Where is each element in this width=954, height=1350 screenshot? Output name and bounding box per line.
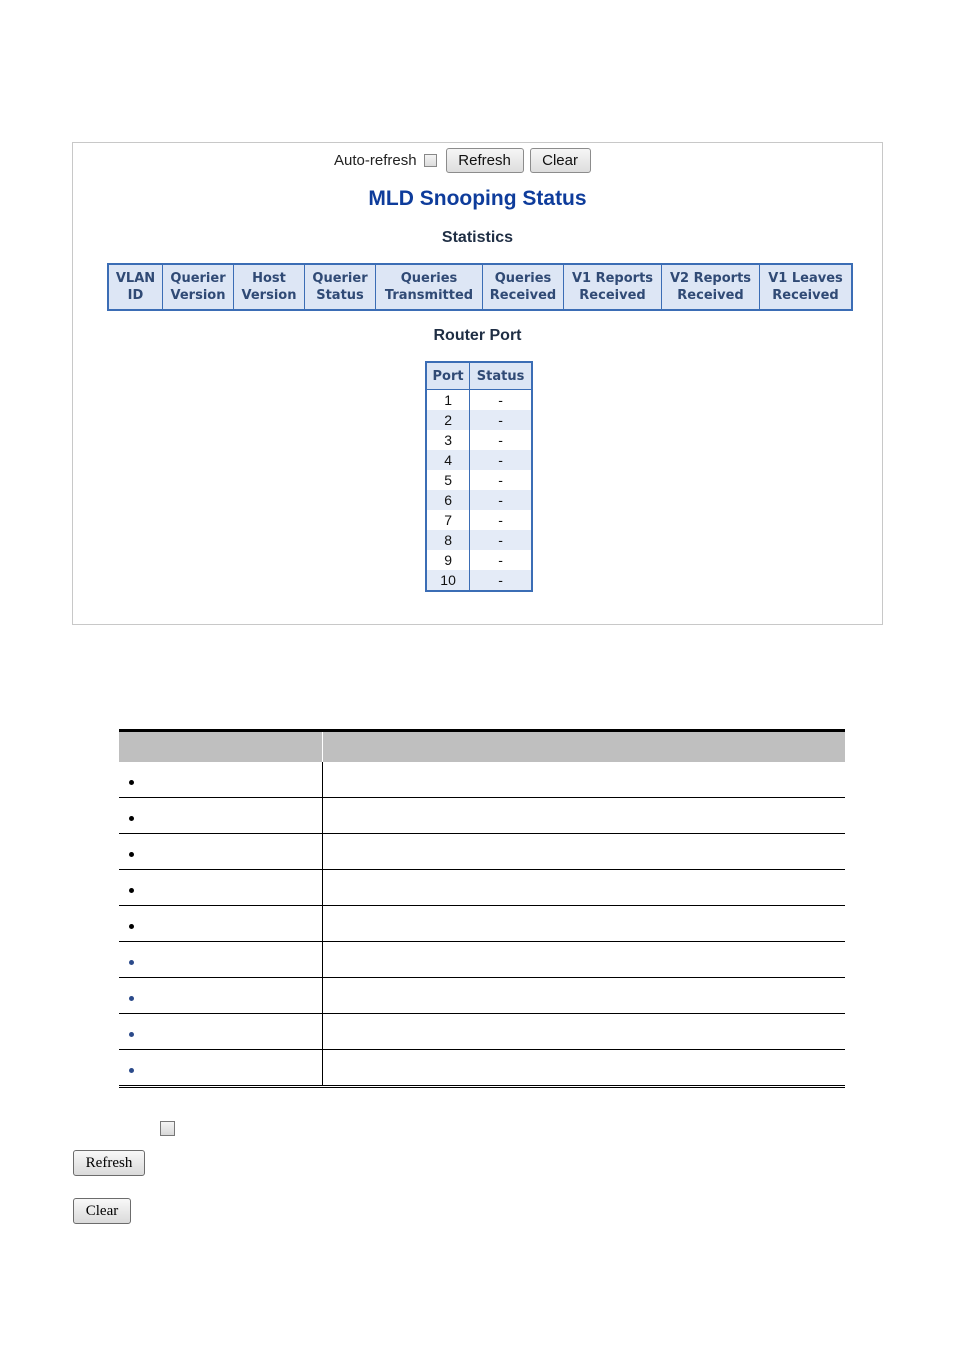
- object-cell: [119, 942, 323, 978]
- table-row: [426, 470, 532, 490]
- description-cell: [323, 942, 846, 978]
- object-cell: [119, 1050, 323, 1087]
- description-header-row: [119, 731, 845, 763]
- col-label: Version: [241, 288, 297, 303]
- col-label: Version: [170, 288, 226, 303]
- col-label: VLAN: [115, 271, 156, 286]
- table-row: [426, 410, 532, 430]
- bullet-icon: [129, 960, 134, 965]
- port-cell: 9: [426, 550, 470, 570]
- bullet-icon: [129, 1068, 134, 1073]
- clear-button[interactable]: Clear: [530, 148, 591, 173]
- bullet-icon: [129, 888, 134, 893]
- port-cell: 2: [426, 410, 470, 430]
- statistics-header-row: [108, 264, 852, 310]
- col-label: ID: [127, 288, 144, 303]
- auto-refresh-legend-checkbox: [160, 1121, 175, 1136]
- object-cell: [119, 1014, 323, 1050]
- col-label: Queries: [494, 271, 552, 286]
- table-row: [119, 906, 845, 942]
- statistics-table: [107, 263, 853, 311]
- table-row: [426, 550, 532, 570]
- description-cell: [323, 762, 846, 798]
- port-cell: 7: [426, 510, 470, 530]
- col-label: Received: [677, 288, 744, 303]
- col-v1-leaves-received: [760, 264, 853, 310]
- table-row: [119, 978, 845, 1014]
- bullet-icon: [129, 996, 134, 1001]
- table-row: [119, 762, 845, 798]
- router-port-header-row: [426, 362, 532, 390]
- table-row: [119, 1014, 845, 1050]
- bullet-icon: [129, 1032, 134, 1037]
- col-label: Status: [316, 288, 364, 303]
- bullet-icon: [129, 780, 134, 785]
- object-cell: [119, 834, 323, 870]
- description-cell: [323, 798, 846, 834]
- col-port: Port: [426, 362, 470, 390]
- col-querier-version: [163, 264, 234, 310]
- col-querier-status: [305, 264, 376, 310]
- router-port-table: [425, 361, 533, 592]
- status-cell: -: [470, 570, 532, 591]
- auto-refresh-label: Auto-refresh: [334, 151, 417, 169]
- col-label: Querier: [312, 271, 368, 286]
- col-queries-transmitted: [376, 264, 483, 310]
- toolbar: [334, 147, 597, 173]
- description-cell: [323, 1050, 846, 1087]
- status-cell: -: [470, 510, 532, 530]
- col-label: Queries: [400, 271, 458, 286]
- table-row: [426, 530, 532, 550]
- col-status: Status: [470, 362, 532, 390]
- refresh-legend-button: Refresh: [73, 1150, 145, 1176]
- col-vlan-id: [108, 264, 163, 310]
- bullet-icon: [129, 924, 134, 929]
- port-cell: 5: [426, 470, 470, 490]
- description-cell: [323, 834, 846, 870]
- table-row: [119, 798, 845, 834]
- object-cell: [119, 798, 323, 834]
- object-cell: [119, 762, 323, 798]
- description-cell: [323, 1014, 846, 1050]
- page-title: MLD Snooping Status: [368, 187, 587, 210]
- col-queries-received: [483, 264, 564, 310]
- status-cell: -: [470, 390, 532, 411]
- description-header: [323, 731, 846, 763]
- col-label: Host: [252, 271, 286, 286]
- object-cell: [119, 978, 323, 1014]
- object-cell: [119, 870, 323, 906]
- col-host-version: [234, 264, 305, 310]
- table-row: [119, 1050, 845, 1087]
- table-row: [426, 570, 532, 591]
- object-cell: [119, 906, 323, 942]
- description-table: [119, 729, 845, 1088]
- port-cell: 4: [426, 450, 470, 470]
- table-row: [426, 390, 532, 411]
- col-label: Transmitted: [384, 288, 474, 303]
- object-header: [119, 731, 323, 763]
- table-row: [426, 450, 532, 470]
- col-label: Received: [772, 288, 839, 303]
- bullet-icon: [129, 852, 134, 857]
- col-label: Received: [579, 288, 646, 303]
- statistics-heading: Statistics: [441, 229, 514, 246]
- table-row: [119, 942, 845, 978]
- description-cell: [323, 978, 846, 1014]
- auto-refresh-checkbox[interactable]: [424, 154, 437, 167]
- table-row: [426, 510, 532, 530]
- port-cell: 10: [426, 570, 470, 591]
- table-row: [426, 490, 532, 510]
- clear-legend-button: Clear: [73, 1198, 131, 1224]
- port-cell: 8: [426, 530, 470, 550]
- col-label: V1 Reports: [571, 271, 654, 286]
- table-row: [119, 870, 845, 906]
- refresh-button[interactable]: Refresh: [446, 148, 524, 173]
- status-cell: -: [470, 470, 532, 490]
- status-cell: -: [470, 430, 532, 450]
- table-row: [119, 834, 845, 870]
- status-cell: -: [470, 410, 532, 430]
- table-row: [426, 430, 532, 450]
- col-label: V2 Reports: [669, 271, 752, 286]
- description-cell: [323, 906, 846, 942]
- status-cell: -: [470, 490, 532, 510]
- status-cell: -: [470, 450, 532, 470]
- col-v2-reports-received: [662, 264, 760, 310]
- col-label: V1 Leaves: [768, 271, 843, 286]
- status-cell: -: [470, 550, 532, 570]
- col-label: Received: [489, 288, 557, 303]
- router-port-heading: Router Port: [433, 327, 522, 344]
- col-v1-reports-received: [564, 264, 662, 310]
- port-cell: 6: [426, 490, 470, 510]
- mld-status-screenshot: [72, 142, 883, 625]
- description-cell: [323, 870, 846, 906]
- bullet-icon: [129, 816, 134, 821]
- port-cell: 1: [426, 390, 470, 411]
- status-cell: -: [470, 530, 532, 550]
- port-cell: 3: [426, 430, 470, 450]
- col-label: Querier: [170, 271, 226, 286]
